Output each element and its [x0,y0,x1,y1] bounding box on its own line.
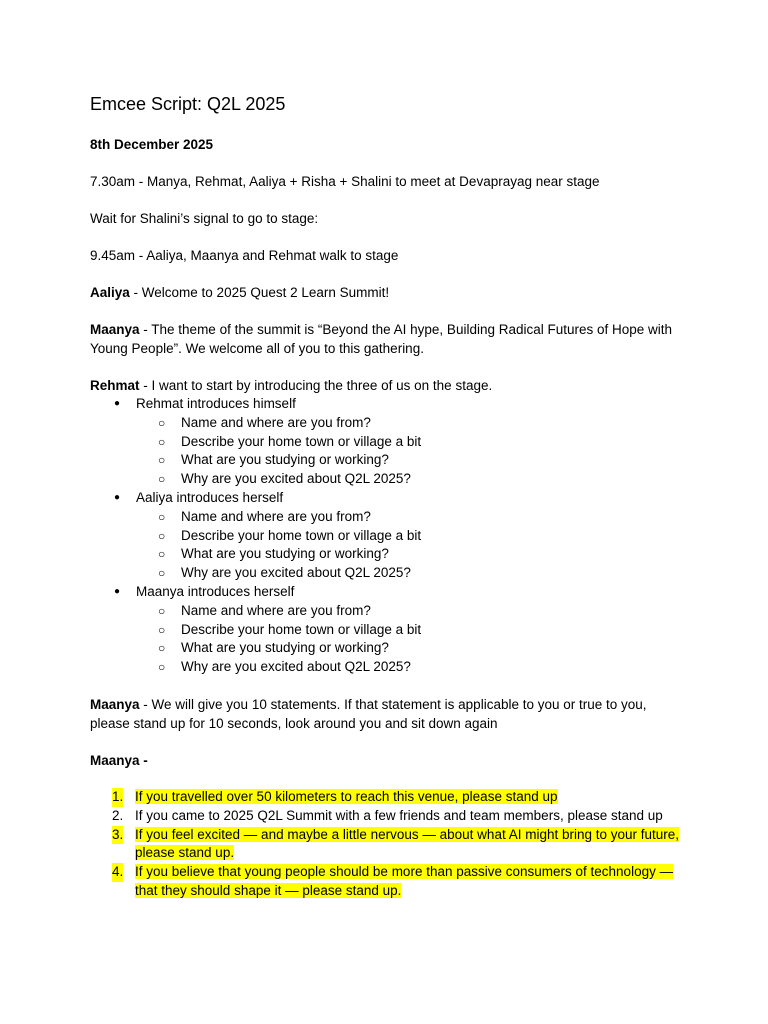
rehmat-line [90,376,690,395]
statement-text: If you feel excited — and maybe a little nervous — about what AI might bring to your future, please stand up. [135,826,680,861]
maanya-statements-intro [90,695,690,733]
schedule-line-1: 7.30am - Manya, Rehmat, Aaliya + Risha + Shalini to meet at Devaprayag near stage [90,174,600,189]
item-text: Describe your home town or village a bit [181,621,422,637]
list-item [90,788,690,807]
speaker-name: Aaliya [90,285,130,300]
list-item [90,470,690,489]
item-text: Name and where are you from? [181,508,371,524]
item-text: Describe your home town or village a bit [181,527,422,543]
list-item [90,863,690,901]
list-item [90,826,690,864]
aaliya-line [90,283,690,302]
speech-text: - Welcome to 2025 Quest 2 Learn Summit! [129,285,390,300]
speaker-name: Rehmat [90,378,140,393]
sub-list [136,508,690,583]
list-item [90,621,690,640]
item-text: Name and where are you from? [181,602,371,618]
schedule-line-3: 9.45am - Aaliya, Maanya and Rehmat walk to stage [90,248,399,263]
circle-bullet-icon: ○ [158,472,166,487]
list-item [90,508,690,527]
statement-text: If you came to 2025 Q2L Summit with a few friends and team members, please stand up [135,807,663,823]
document-title: Emcee Script: Q2L 2025 [90,94,286,114]
list-item [90,489,690,583]
item-text: What are you studying or working? [181,452,389,468]
statement-text: If you believe that young people should be more than passive consumers of technology — that they should shape it — please stand up. [135,864,674,898]
list-item [90,395,690,489]
intro-label: Aaliya introduces herself [136,489,284,505]
circle-bullet-icon: ○ [158,453,166,468]
list-item [90,807,690,826]
list-item [90,602,690,621]
circle-bullet-icon: ○ [158,434,166,449]
circle-bullet-icon: ○ [158,528,166,543]
bullet-icon: ● [114,398,121,409]
intro-list [90,395,690,677]
circle-bullet-icon: ○ [158,603,166,618]
statement-text: If you travelled over 50 kilometers to reach this venue, please stand up [135,788,558,804]
item-number: 3. [112,826,123,845]
item-text: Why are you excited about Q2L 2025? [181,471,411,487]
intro-label: Rehmat introduces himself [136,396,296,411]
item-text: Describe your home town or village a bit [181,433,422,449]
item-number: 1. [112,788,123,807]
statement-list [90,788,690,901]
item-text: What are you studying or working? [181,546,389,562]
list-item [90,414,690,433]
circle-bullet-icon: ○ [158,641,166,656]
list-item [90,658,690,677]
list-item [90,564,690,583]
speaker-name: Maanya - [90,752,148,768]
list-item [90,583,690,677]
speech-text: - We will give you 10 statements. If that statement is applicable to you or true to you, please stand up for 10 seconds, look around you and sit down again [90,696,647,731]
speaker-name: Maanya [90,696,140,712]
circle-bullet-icon: ○ [158,415,166,430]
item-text: Name and where are you from? [181,414,371,430]
circle-bullet-icon: ○ [158,566,166,581]
schedule-line-2: Wait for Shalini’s signal to go to stage: [90,211,319,226]
maanya-theme-line [90,320,690,358]
speech-text: - I want to start by introducing the three of us on the stage. [139,378,493,393]
document-page [90,92,690,901]
circle-bullet-icon: ○ [158,509,166,524]
list-item [90,639,690,658]
bullet-icon: ● [114,585,121,597]
item-text: What are you studying or working? [181,640,389,656]
event-date: 8th December 2025 [90,137,214,152]
sub-list [136,414,690,489]
item-text: Why are you excited about Q2L 2025? [181,565,411,581]
circle-bullet-icon: ○ [158,547,166,562]
intro-label: Maanya introduces herself [136,583,295,599]
bullet-icon: ● [114,491,121,503]
list-item [90,451,690,470]
circle-bullet-icon: ○ [158,660,166,675]
item-number: 4. [112,863,123,882]
speaker-name: Maanya [90,322,140,337]
circle-bullet-icon: ○ [158,622,166,637]
item-text: Why are you excited about Q2L 2025? [181,659,411,675]
maanya-heading [90,751,690,770]
list-item [90,433,690,452]
list-item [90,527,690,546]
list-item [90,545,690,564]
item-number: 2. [112,807,124,823]
sub-list [136,602,690,677]
speech-text: - The theme of the summit is “Beyond the AI hype, Building Radical Futures of Hope with Young People”. We welcome all of you to this gathering. [90,322,673,356]
